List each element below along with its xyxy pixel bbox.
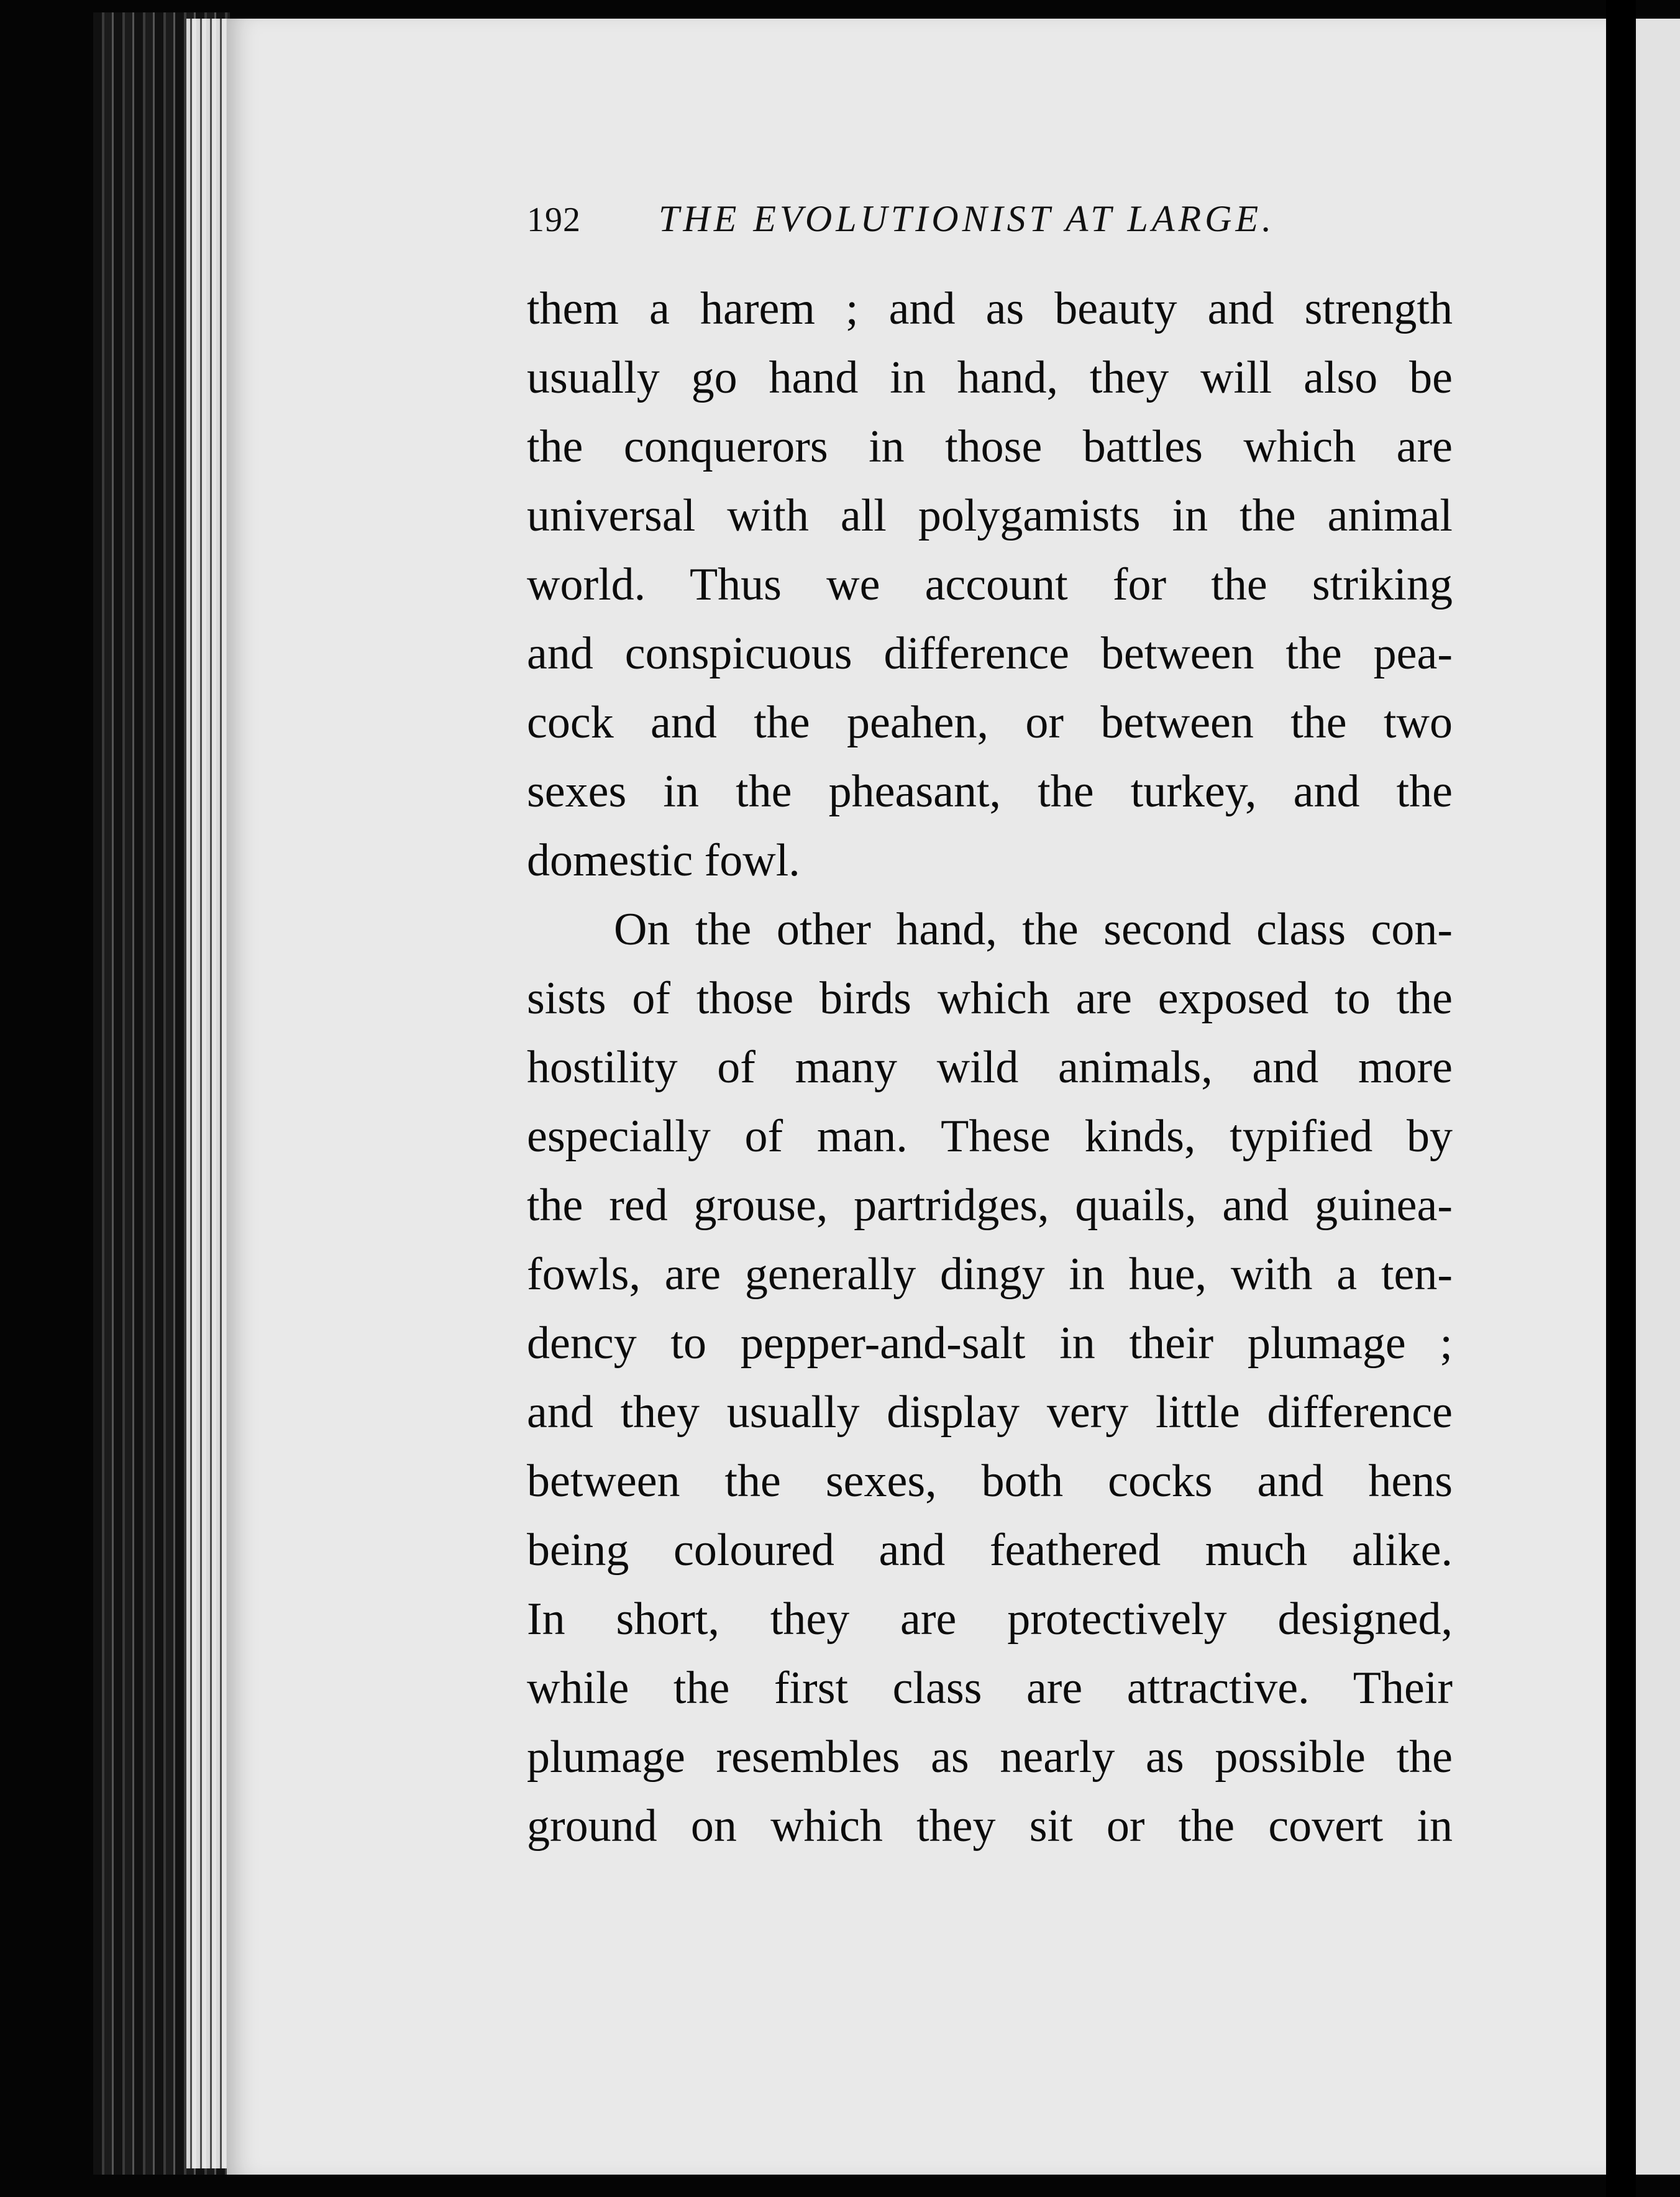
paragraph-first-line: On the other hand, the second class con- [614, 904, 1453, 955]
text-line: domestic fowl. [527, 835, 800, 886]
text-line: while the first class are attractive. Their [527, 1663, 1453, 1714]
text-line: In short, they are protectively designed, [527, 1594, 1453, 1645]
text-line: dency to pepper-and-salt in their plumage ; [527, 1318, 1453, 1369]
gutter-shadow [1606, 0, 1636, 2197]
text-line: fowls, are generally dingy in hue, with a ten- [527, 1249, 1453, 1300]
text-line: cock and the peahen, or between the two [527, 697, 1453, 748]
text-line: and they usually display very little difference [527, 1387, 1453, 1438]
text-line: hostility of many wild animals, and more [527, 1042, 1453, 1093]
facing-page-sliver [1636, 19, 1680, 2175]
text-line: especially of man. These kinds, typified by [527, 1111, 1453, 1162]
text-line: being coloured and feathered much alike. [527, 1525, 1453, 1576]
text-line: world. Thus we account for the striking [527, 559, 1453, 610]
text-line: plumage resembles as nearly as possible the [527, 1732, 1453, 1783]
text-line: between the sexes, both cocks and hens [527, 1456, 1453, 1507]
text-line: sists of those birds which are exposed to the [527, 973, 1453, 1024]
running-title: THE EVOLUTIONIST AT LARGE. [659, 198, 1276, 239]
text-line: ground on which they sit or the covert in [527, 1801, 1453, 1852]
text-line: and conspicuous difference between the pea- [527, 628, 1453, 679]
text-line: sexes in the pheasant, the turkey, and the [527, 766, 1453, 817]
body-text [527, 275, 1453, 1861]
page-header [527, 198, 1335, 254]
text-line: the red grouse, partridges, quails, and guinea- [527, 1180, 1453, 1231]
page-number: 192 [527, 201, 581, 239]
text-line: usually go hand in hand, they will also be [527, 352, 1453, 403]
text-line: universal with all polygamists in the animal [527, 490, 1453, 541]
text-line: the conquerors in those battles which are [527, 421, 1453, 472]
text-line: them a harem ; and as beauty and strength [527, 283, 1453, 334]
